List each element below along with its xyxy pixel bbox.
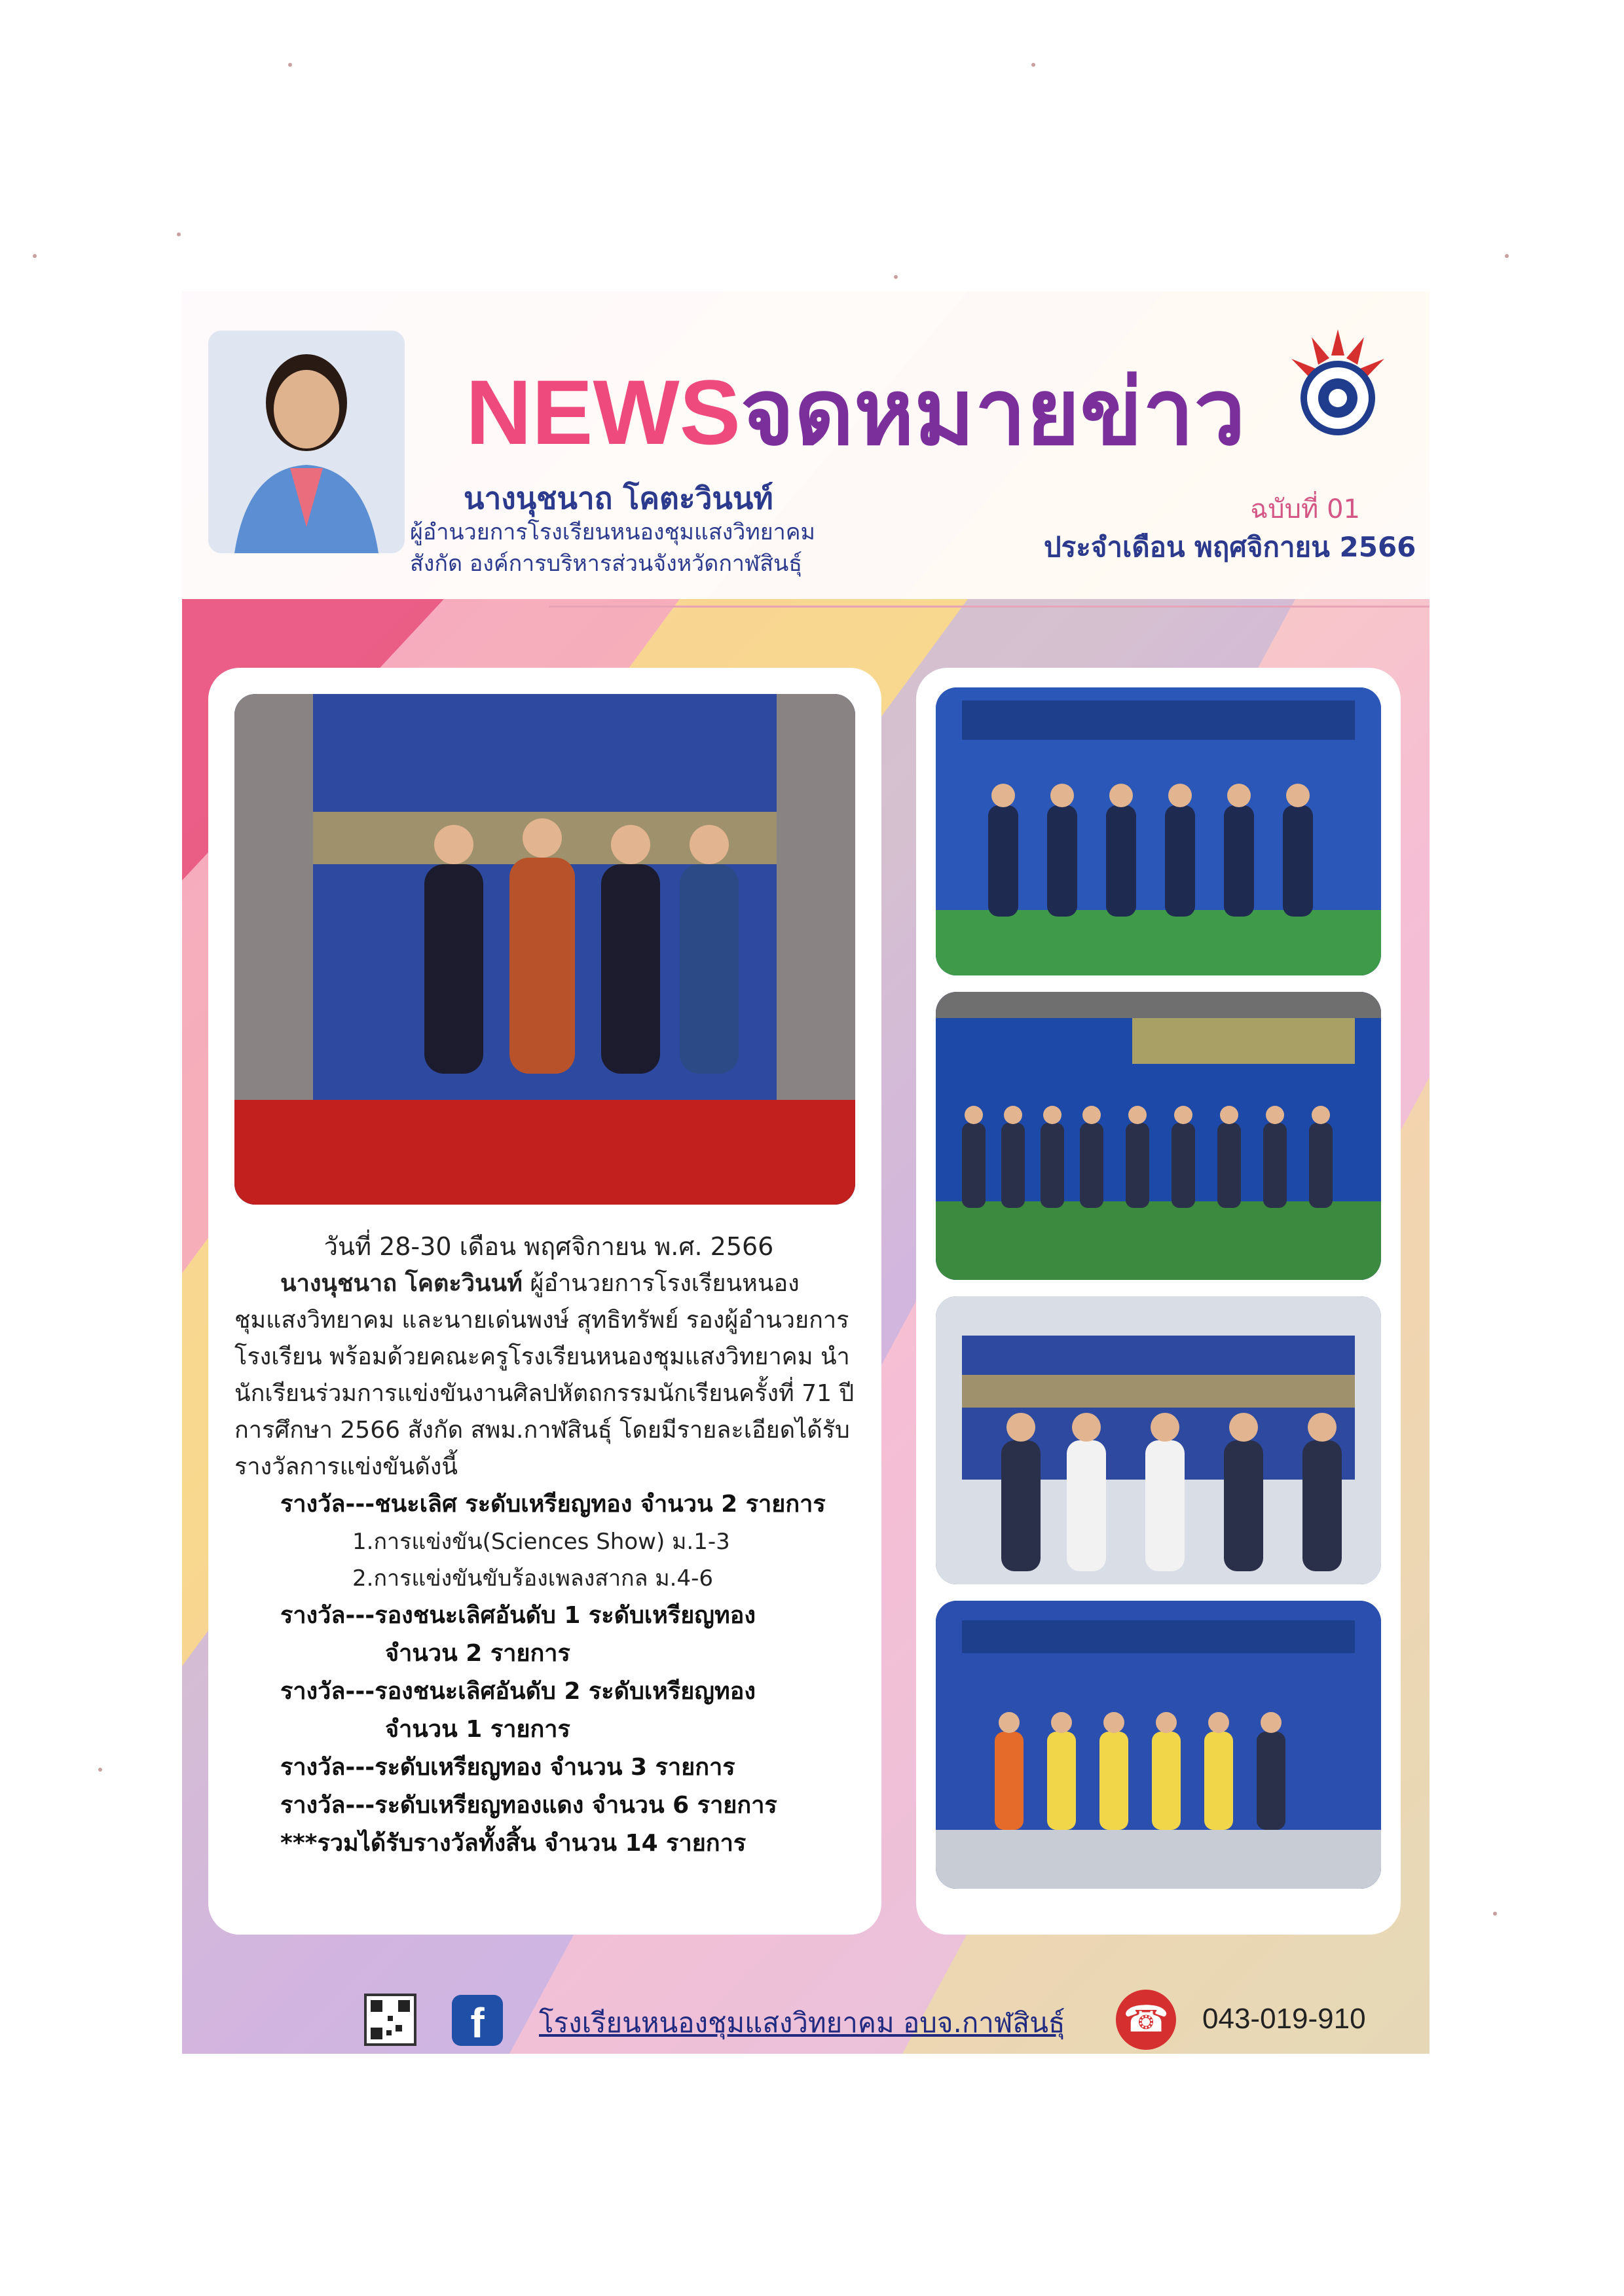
newsletter-card	[182, 291, 1430, 2054]
scan-speck	[288, 63, 292, 67]
award-total: ***รวมได้รับรางวัลทั้งสิ้น จำนวน 14 รายการ	[280, 1830, 747, 1857]
side-photo-3	[936, 1296, 1381, 1584]
award-runner-up-1: รางวัล---รองชนะเลิศอันดับ 1 ระดับเหรียญทอง	[280, 1602, 756, 1629]
event-date: วันที่ 28-30 เดือน พฤศจิกายน พ.ศ. 2566	[323, 1232, 774, 1261]
title-thai: จดหมายข่าว	[741, 361, 1246, 464]
facebook-page-link[interactable]: โรงเรียนหนองชุมแสงวิทยาคม อบจ.กาฬสินธุ์	[539, 2007, 1065, 2039]
side-photo-4	[936, 1601, 1381, 1889]
scan-speck	[894, 275, 898, 279]
school-logo	[1282, 329, 1393, 441]
award-runner-up-2-count: จำนวน 1 รายการ	[385, 1716, 570, 1743]
award-winner-item-1: 1.การแข่งขัน(Sciences Show) ม.1-3	[352, 1529, 730, 1555]
side-photo-2	[936, 992, 1381, 1280]
director-name: นางนุชนาถ โคตะวินนท์	[464, 481, 773, 516]
phone-icon[interactable]: ☎	[1116, 1990, 1176, 2050]
award-winner: รางวัล---ชนะเลิศ ระดับเหรียญทอง จำนวน 2 รายการ	[280, 1491, 826, 1518]
scan-speck	[98, 1768, 102, 1772]
qr-code-icon[interactable]	[364, 1994, 416, 2046]
scan-speck	[1505, 254, 1509, 258]
main-event-photo	[234, 694, 855, 1205]
footer	[182, 1994, 1430, 2054]
intro-director-name: นางนุชนาถ โคตะวินนท์	[280, 1270, 523, 1297]
scan-speck	[33, 254, 37, 258]
award-winner-item-2: 2.การแข่งขันขับร้องเพลงสากล ม.4-6	[352, 1565, 714, 1592]
side-photo-1	[936, 687, 1381, 975]
article-panel	[208, 668, 881, 1935]
director-portrait	[208, 331, 405, 553]
award-runner-up-2: รางวัล---รองชนะเลิศอันดับ 2 ระดับเหรียญทอง	[280, 1678, 756, 1705]
photo-column	[916, 668, 1401, 1935]
phone-number[interactable]: 043-019-910	[1202, 2003, 1366, 2035]
facebook-icon[interactable]: f	[452, 1995, 503, 2046]
scan-speck	[177, 232, 181, 236]
title-english: NEWS	[466, 361, 741, 464]
article-body	[234, 1228, 863, 1863]
director-title: ผู้อำนวยการโรงเรียนหนองชุมแสงวิทยาคม	[410, 519, 815, 545]
issue-month: ประจำเดือน พฤศจิกายน 2566	[1044, 531, 1416, 563]
award-runner-up-1-count: จำนวน 2 รายการ	[385, 1640, 570, 1667]
award-gold: รางวัล---ระดับเหรียญทอง จำนวน 3 รายการ	[280, 1754, 735, 1781]
award-bronze: รางวัล---ระดับเหรียญทองแดง จำนวน 6 รายการ	[280, 1792, 777, 1819]
director-organization: สังกัด องค์การบริหารส่วนจังหวัดกาฬสินธุ์	[410, 551, 803, 577]
newsletter-title	[466, 361, 1246, 464]
scan-speck	[1031, 63, 1035, 67]
header-divider	[549, 606, 1430, 608]
issue-number: ฉบับที่ 01	[1250, 494, 1361, 524]
intro-text: ผู้อำนวยการโรงเรียนหนองชุมแสงวิทยาคม และนายเด่นพงษ์ สุทธิทรัพย์ รองผู้อำนวยการโรงเรียน พร้อมด้วยคณะครูโรงเรียนหนองชุมแสงวิทยาคม นำนักเรียนร่วมการแข่งขันงานศิลปหัตถกรรมนักเรียนครั้งที่ 71 ปีการศึกษา 2566 สังกัด สพม.กาฬสินธุ์ โดยมีรายละเอียดได้รับรางวัลการแข่งขันดังนี้	[234, 1270, 855, 1480]
scan-speck	[1493, 1912, 1497, 1916]
article-intro	[234, 1266, 863, 1485]
